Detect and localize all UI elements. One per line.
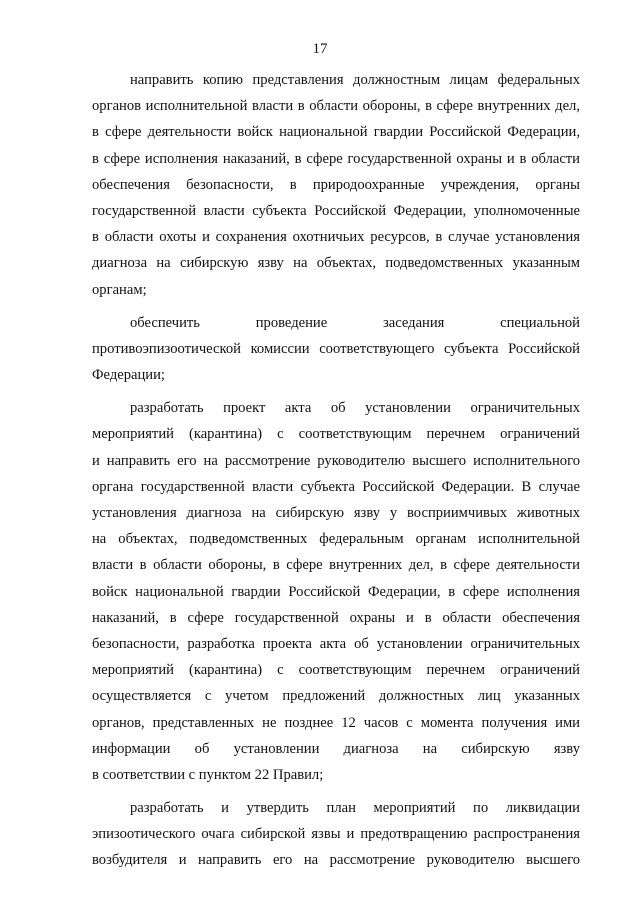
text-line: органов, представленных не позднее 12 часов с момента получения ими <box>92 714 580 731</box>
text-line: и направить его на рассмотрение руководителю высшего исполнительного <box>92 452 580 469</box>
text-line: информации об установлении диагноза на сибирскую язву <box>92 740 580 757</box>
page-number: 17 <box>312 41 328 57</box>
text-line: наказаний, в сфере государственной охраны и в области обеспечения <box>92 609 580 626</box>
paragraph-gap <box>92 303 580 310</box>
document-body <box>92 67 580 874</box>
text-line: органов исполнительной власти в области обороны, в сфере внутренних дел, <box>92 98 580 115</box>
text-line: в соответствии с пунктом 22 Правил; <box>92 766 324 783</box>
text-line: осуществляется с учетом предложений должностных лиц указанных <box>92 688 580 705</box>
text-line: эпизоотического очага сибирской язвы и предотвращению распространения <box>92 826 580 843</box>
text-line: Федерации; <box>92 367 165 384</box>
text-line: направить копию представления должностным лицам федеральных <box>130 72 580 88</box>
text-line: мероприятий (карантина) с соответствующим перечнем ограничений <box>92 426 580 443</box>
text-line: войск национальной гвардии Российской Федерации, в сфере исполнения <box>92 583 580 600</box>
text-line: возбудителя и направить его на рассмотрение руководителю высшего <box>92 852 580 869</box>
text-line: обеспечения безопасности, в природоохранные учреждения, органы <box>92 176 580 193</box>
text-line: противоэпизоотической комиссии соответствующего субъекта Российской <box>92 340 580 357</box>
text-line: безопасности, разработка проекта акта об установлении ограничительных <box>92 635 580 652</box>
text-line: в области охоты и сохранения охотничьих ресурсов, в случае установления <box>92 229 580 246</box>
text-line: разработать проект акта об установлении ограничительных <box>130 400 580 417</box>
text-line: установления диагноза на сибирскую язву у восприимчивых животных <box>92 505 580 521</box>
text-line: мероприятий (карантина) с соответствующим перечнем ограничений <box>92 662 580 679</box>
paragraph-gap <box>92 388 580 395</box>
text-line: в сфере деятельности войск национальной гвардии Российской Федерации, <box>92 124 580 141</box>
text-line: власти в области обороны, в сфере внутренних дел, в сфере деятельности <box>92 557 580 574</box>
text-line: разработать и утвердить план мероприятий по ликвидации <box>130 800 580 817</box>
text-line: на объектах, подведомственных федеральным органам исполнительной <box>92 531 580 548</box>
text-line: органа государственной власти субъекта Российской Федерации. В случае <box>92 478 580 495</box>
text-line: государственной власти субъекта Российской Федерации, уполномоченные <box>92 202 580 219</box>
text-line: органам; <box>92 281 147 298</box>
text-line: в сфере исполнения наказаний, в сфере государственной охраны и в области <box>92 150 580 167</box>
text-line: диагноза на сибирскую язву на объектах, подведомственных указанным <box>92 255 580 272</box>
text-line: обеспечить проведение заседания специальной <box>130 314 580 331</box>
paragraph-gap <box>92 788 580 795</box>
